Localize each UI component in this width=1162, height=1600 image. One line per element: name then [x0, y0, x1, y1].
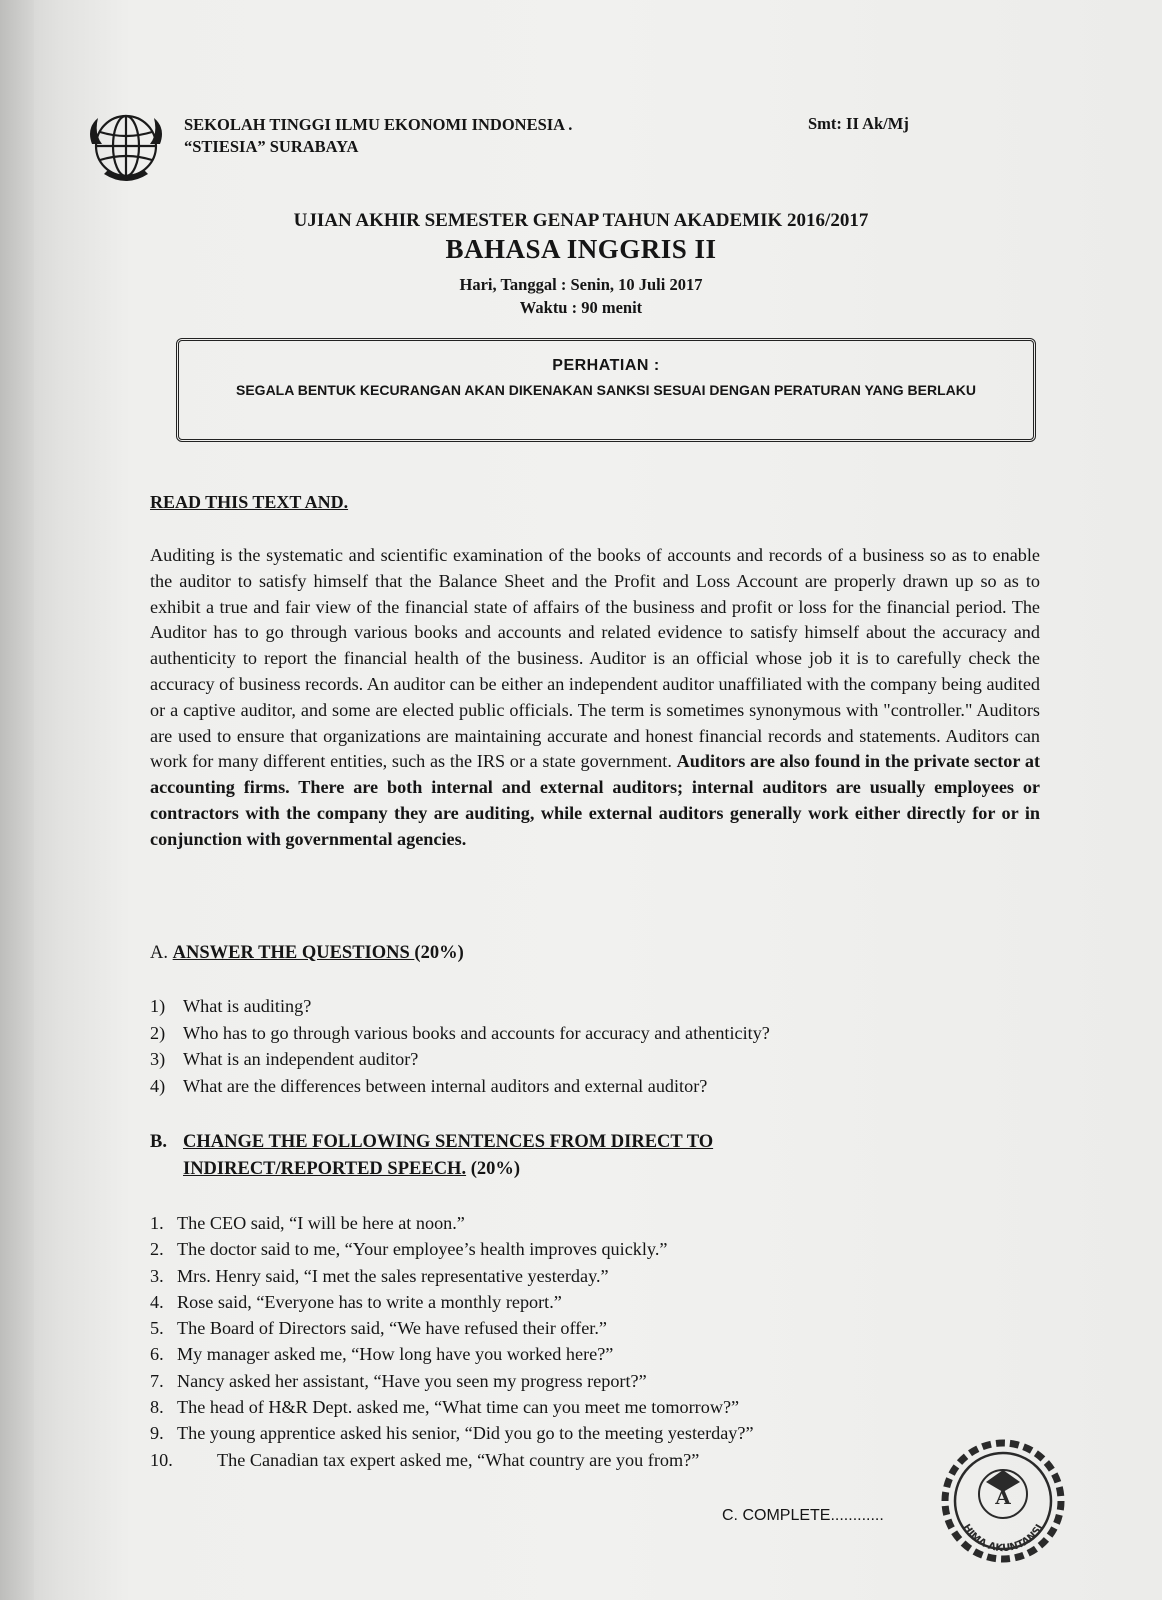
notice-heading: PERHATIAN : [552, 357, 660, 374]
question-list [150, 993, 770, 1099]
sentence-number: 6. [150, 1344, 164, 1365]
sentence-number: 9. [150, 1423, 164, 1444]
section-b-title-line1: CHANGE THE FOLLOWING SENTENCES FROM DIRECT TO [183, 1132, 714, 1152]
stamp-text: HIMA AKUNTANSI [960, 1522, 1046, 1555]
question-text: Who has to go through various books and accounts for accuracy and athenticity? [183, 1022, 770, 1043]
exam-date: Hari, Tanggal : Senin, 10 Juli 2017 [459, 275, 703, 294]
question-number: 4) [150, 1075, 166, 1096]
sentence-number: 8. [150, 1397, 164, 1418]
sentence-number: 5. [150, 1318, 164, 1339]
passage-bold-text: Auditors are also found in the private sector at accounting firms. There are both internal and external auditors; internal auditors are usually employees or contractors with the company they are auditing, while external auditors generally work either directly for or in conjunction with governmental agencies. [150, 751, 1040, 849]
sentence-text: The head of H&R Dept. asked me, “What time can you meet me tomorrow?” [177, 1397, 740, 1418]
question-item [150, 993, 770, 1020]
sentence-text: The doctor said to me, “Your employee’s health improves quickly.” [177, 1239, 668, 1260]
sentence-number: 3. [150, 1265, 164, 1286]
question-number: 1) [150, 996, 166, 1016]
institution-city: “STIESIA” SURABAYA [184, 137, 359, 156]
sentence-item [150, 1447, 754, 1473]
exam-duration: Waktu : 90 menit [519, 298, 643, 317]
section-a-points: (20%) [414, 943, 464, 963]
sentence-item [150, 1210, 754, 1236]
sentence-item [150, 1289, 754, 1315]
question-text: What is auditing? [183, 996, 312, 1016]
question-item [150, 1073, 770, 1100]
sentence-item [150, 1236, 754, 1262]
institution-name: SEKOLAH TINGGI ILMU EKONOMI INDONESIA . [184, 115, 573, 134]
sentence-text: Mrs. Henry said, “I met the sales representative yesterday.” [177, 1265, 609, 1286]
question-number: 3) [150, 1049, 166, 1069]
question-text: What is an independent auditor? [183, 1049, 419, 1069]
hima-akuntansi-stamp-icon [938, 1436, 1068, 1566]
sentence-item [150, 1368, 754, 1394]
sentence-text: The CEO said, “I will be here at noon.” [177, 1213, 465, 1233]
sentence-text: Nancy asked her assistant, “Have you seen my progress report?” [177, 1370, 647, 1391]
section-b-title-line2: INDIRECT/REPORTED SPEECH. [183, 1159, 467, 1179]
notice-body: SEGALA BENTUK KECURANGAN AKAN DIKENAKAN SANKSI SESUAI DENGAN PERATURAN YANG BERLAKU [236, 382, 976, 398]
exam-title: UJIAN AKHIR SEMESTER GENAP TAHUN AKADEMIK 2016/2017 [293, 210, 869, 231]
sentence-number: 1. [150, 1213, 164, 1233]
reading-heading: READ THIS TEXT AND. [150, 492, 349, 512]
sentence-number: 4. [150, 1291, 164, 1312]
sentence-item [150, 1341, 754, 1367]
next-section-label: C. COMPLETE............ [722, 1507, 884, 1524]
sentence-text: My manager asked me, “How long have you worked here?” [177, 1344, 614, 1365]
section-a-heading [150, 943, 464, 964]
sentence-item [150, 1263, 754, 1289]
sentence-text: The Canadian tax expert asked me, “What country are you from?” [217, 1449, 700, 1470]
sentence-text: The young apprentice asked his senior, “Did you go to the meeting yesterday?” [177, 1423, 754, 1444]
question-number: 2) [150, 1022, 166, 1043]
institution-logo-icon [88, 104, 164, 186]
notice-box [176, 338, 1036, 442]
sentence-text: Rose said, “Everyone has to write a monthly report.” [177, 1291, 562, 1312]
sentence-item [150, 1394, 754, 1420]
passage-text: Auditing is the systematic and scientific examination of the books of accounts and records of a business so as to enable the auditor to satisfy himself that the Balance Sheet and the Profit and Loss Account are properly drawn up so as to exhibit a true and fair view of the financial state of affairs of the business and profit or loss for the financial period. The Auditor has to go through various books and accounts and related evidence to satisfy himself about the accuracy and authenticity to report the financial health of the business. Auditor is an official whose job it is to carefully check the accuracy of business records. An auditor can be either an independent auditor unaffiliated with the company being audited or a captive auditor, and some are elected public officials. The term is sometimes synonymous with "controller." Auditors are used to ensure that organizations are maintaining accurate and honest financial records and statements. Auditors can work for many different entities, such as the IRS or a state government. [150, 545, 1040, 772]
sentence-number: 2. [150, 1239, 164, 1260]
question-text: What are the differences between internal auditors and external auditor? [183, 1075, 708, 1096]
semester-label: Smt: II Ak/Mj [808, 114, 909, 133]
sentence-list [150, 1210, 754, 1473]
section-a-letter: A. [150, 943, 168, 963]
section-b-heading [150, 1129, 713, 1183]
institution-block [184, 114, 572, 158]
sentence-number: 7. [150, 1370, 164, 1391]
sentence-number: 10. [150, 1449, 173, 1470]
section-b-points: (20%) [466, 1159, 521, 1179]
svg-text:A: A [995, 1485, 1011, 1509]
section-b-letter: B. [150, 1132, 167, 1152]
subject-title: BAHASA INGGRIS II [445, 234, 717, 264]
question-item [150, 1020, 770, 1047]
sentence-text: The Board of Directors said, “We have refused their offer.” [177, 1318, 607, 1339]
reading-passage [150, 543, 1040, 853]
section-a-title: ANSWER THE QUESTIONS [172, 943, 415, 963]
question-item [150, 1046, 770, 1073]
sentence-item [150, 1420, 754, 1446]
sentence-item [150, 1315, 754, 1341]
